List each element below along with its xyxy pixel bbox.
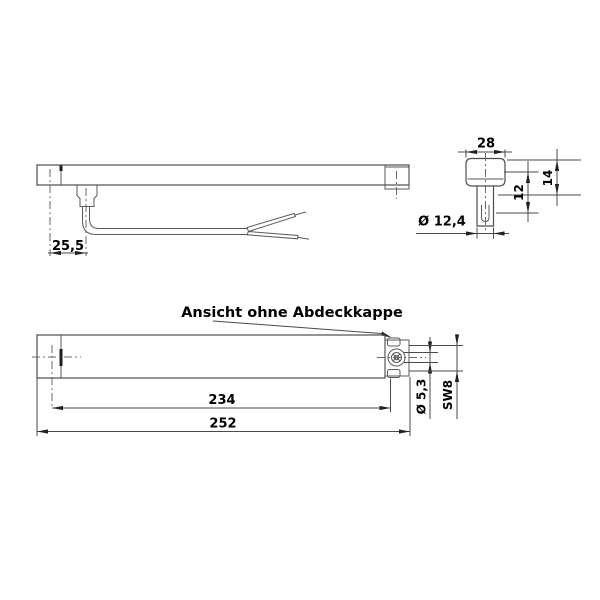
- dimension-stud-diameter: [416, 215, 509, 239]
- arrowhead: [494, 231, 505, 235]
- arrowhead: [466, 231, 477, 235]
- upper-clip-tab: [388, 338, 401, 346]
- dim-label-body-length: 234: [208, 393, 236, 408]
- arrowhead: [555, 184, 559, 195]
- cable-outer-edge: [83, 207, 248, 235]
- dim-label-stud-diameter: Ø 12,4: [418, 214, 466, 230]
- arrowhead: [37, 429, 48, 433]
- leader-line: [213, 321, 381, 334]
- dim-label-screw-diameter: Ø 5,3: [414, 378, 429, 415]
- cable-grommet: [77, 185, 97, 207]
- arrowhead: [466, 150, 477, 154]
- dim-label-wrench-size: SW8: [441, 379, 455, 411]
- arrowhead: [526, 202, 530, 213]
- dimension-body-length: [52, 379, 391, 413]
- arrowhead: [428, 363, 432, 374]
- dim-label-cap-width: 28: [476, 136, 496, 152]
- dimension-stud-length: [496, 161, 539, 222]
- wire-fork: [247, 212, 309, 239]
- annotation-label: Ansicht ohne Abdeckkappe: [181, 305, 403, 321]
- dim-label-cap-height: 14: [541, 169, 555, 187]
- end-view: [416, 137, 581, 239]
- side-view: [37, 165, 409, 256]
- lamp-body-outline: [37, 165, 409, 185]
- upper-wire: [247, 214, 296, 232]
- arrowhead: [555, 160, 559, 171]
- arrowhead: [380, 406, 391, 410]
- dimension-cable-offset: [48, 239, 88, 255]
- arrowhead: [428, 342, 432, 353]
- upper-wire-tip: [295, 212, 306, 215]
- arrowhead: [455, 371, 459, 382]
- arrowhead: [455, 335, 459, 346]
- dim-label-stud-length: 12: [512, 184, 526, 201]
- lower-wire: [247, 232, 298, 239]
- arrowhead: [494, 150, 505, 154]
- plan-view: [32, 305, 463, 436]
- arrowhead: [52, 406, 63, 410]
- lower-wire-tip: [298, 237, 309, 239]
- dimension-cap-height: [498, 149, 581, 206]
- lamp-body-plan-outline: [37, 335, 385, 378]
- arrowhead: [399, 429, 410, 433]
- dim-label-overall-length: 252: [209, 416, 237, 432]
- cable-inner-edge: [90, 207, 248, 229]
- dim-label-cable-offset: 25,5: [51, 239, 85, 254]
- arrowhead: [526, 172, 530, 183]
